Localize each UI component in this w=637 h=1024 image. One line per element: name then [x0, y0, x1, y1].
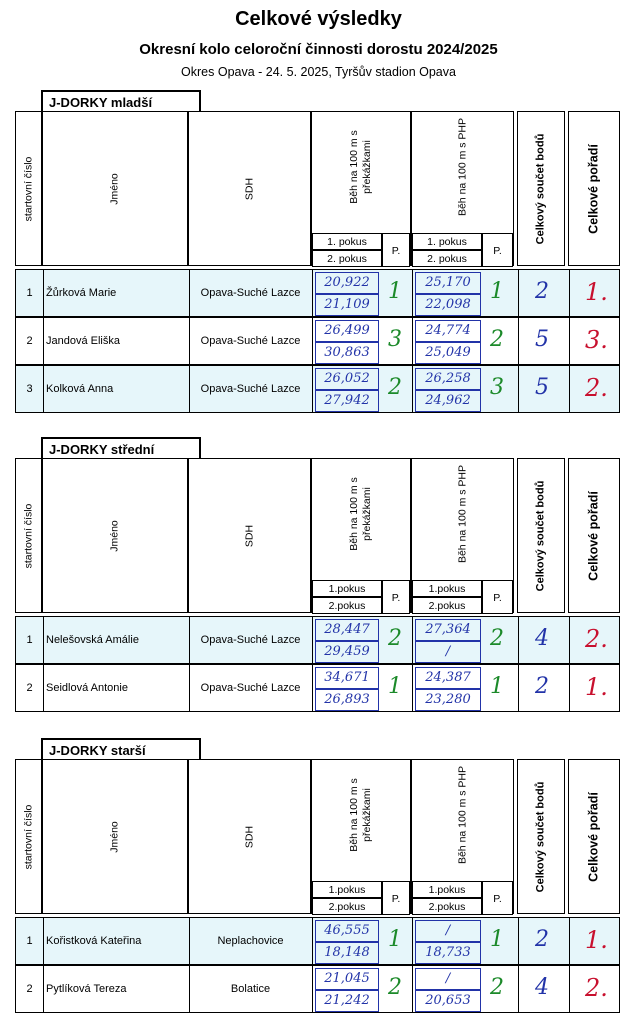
- row-divider: [518, 617, 519, 663]
- row-divider: [43, 617, 44, 663]
- run-obstacles-attempt2: 29,459: [315, 641, 379, 663]
- header-sdh: [188, 111, 311, 266]
- header-start-number-text: startovní číslo: [22, 804, 34, 869]
- total-points: 4: [535, 626, 549, 651]
- category-label: J-DORKY mladší: [41, 90, 201, 111]
- points-label: P.: [482, 881, 513, 915]
- header-start-number: [15, 759, 42, 914]
- header-rank: [568, 458, 620, 613]
- attempt2-label: 2.pokus: [412, 898, 482, 915]
- competitor-name: Žůrková Marie: [46, 287, 117, 299]
- start-number: 2: [26, 983, 33, 995]
- header-total-text: Celkový součet bodů: [534, 781, 547, 892]
- run-obstacles-attempt2: 21,242: [315, 990, 379, 1012]
- run-php-points: 2: [490, 327, 504, 352]
- category-label: J-DORKY starší: [41, 738, 201, 759]
- run-obstacles-attempt2: 26,893: [315, 689, 379, 711]
- run-php-points: 1: [490, 674, 504, 699]
- run-obstacles-attempt1: 28,447: [315, 619, 379, 641]
- header-name-text: Jméno: [108, 172, 121, 205]
- total-points: 2: [535, 927, 549, 952]
- header-total: [517, 111, 565, 266]
- run-php-points: 2: [490, 626, 504, 651]
- row-divider: [43, 665, 44, 711]
- row-divider: [518, 918, 519, 964]
- run-php-attempt2: 25,049: [415, 342, 481, 364]
- competitor-name: Seidlová Antonie: [46, 682, 128, 694]
- row-divider: [43, 366, 44, 412]
- header-total: [517, 759, 565, 914]
- run-php-points: 1: [490, 927, 504, 952]
- header-total: [517, 458, 565, 613]
- table-row: [15, 317, 620, 365]
- run-obstacles-attempt1: 46,555: [315, 920, 379, 942]
- row-divider: [569, 617, 570, 663]
- category-label: J-DORKY střední: [41, 437, 201, 458]
- row-divider: [312, 617, 313, 663]
- run-obstacles-points: 2: [388, 626, 402, 651]
- sdh-name: Opava-Suché Lazce: [200, 682, 301, 694]
- start-number: 1: [26, 634, 33, 646]
- header-name: [42, 759, 188, 914]
- total-points: 5: [535, 375, 549, 400]
- header-rank: [568, 111, 620, 266]
- header-rank-text: Celkové pořadí: [586, 791, 601, 882]
- attempt1-label: 1. pokus: [412, 233, 482, 250]
- run-obstacles-attempt2: 27,942: [315, 390, 379, 412]
- sdh-name: Neplachovice: [217, 935, 284, 947]
- attempt1-label: 1.pokus: [412, 580, 482, 597]
- run-obstacles-points: 1: [388, 674, 402, 699]
- header-run-php: [411, 111, 514, 266]
- competitor-name: Jandová Eliška: [46, 335, 120, 347]
- row-divider: [412, 366, 413, 412]
- run-php-attempt2: /: [415, 641, 481, 663]
- row-divider: [569, 966, 570, 1012]
- row-divider: [43, 966, 44, 1012]
- row-divider: [412, 270, 413, 316]
- run-obstacles-points: 1: [388, 279, 402, 304]
- header-sdh: [188, 759, 311, 914]
- overall-rank: 3.: [585, 326, 608, 354]
- competitor-name: Nelešovská Amálie: [46, 634, 139, 646]
- overall-rank: 2.: [585, 625, 608, 653]
- header-run-obstacles-line2: překážkami: [361, 788, 373, 842]
- row-divider: [518, 665, 519, 711]
- header-name-text: Jméno: [108, 519, 121, 552]
- header-rank: [568, 759, 620, 914]
- header-name: [42, 111, 188, 266]
- header-run-obstacles-line1: Běh na 100 m s: [348, 130, 360, 204]
- points-label: P.: [382, 233, 410, 267]
- header-sdh: [188, 458, 311, 613]
- attempt2-label: 2.pokus: [312, 898, 382, 915]
- header-name-text: Jméno: [108, 820, 121, 853]
- header-run-php: [411, 759, 514, 914]
- results-section: [15, 738, 620, 1014]
- row-divider: [312, 665, 313, 711]
- attempt2-label: 2.pokus: [312, 597, 382, 614]
- run-php-attempt2: 18,733: [415, 942, 481, 964]
- row-divider: [569, 918, 570, 964]
- header-run-php-text: Běh na 100 m s PHP: [456, 465, 468, 564]
- results-section: [15, 437, 620, 713]
- run-obstacles-points: 1: [388, 927, 402, 952]
- header-run-obstacles-line1: Běh na 100 m s: [348, 778, 360, 852]
- row-divider: [412, 665, 413, 711]
- page-subtitle: Okresní kolo celoroční činnosti dorostu 2024/2025: [139, 41, 498, 58]
- row-divider: [569, 318, 570, 364]
- start-number: 1: [26, 287, 33, 299]
- header-start-number: [15, 111, 42, 266]
- header-run-obstacles: [311, 111, 411, 266]
- competitor-name: Pytlíková Tereza: [46, 983, 127, 995]
- header-sdh-text: SDH: [243, 524, 255, 547]
- points-label: P.: [482, 580, 513, 614]
- header-run-obstacles-line1: Běh na 100 m s: [348, 477, 360, 551]
- event-location: Okres Opava - 24. 5. 2025, Tyršův stadion Opava: [181, 65, 456, 79]
- header-rank-text: Celkové pořadí: [586, 143, 601, 234]
- row-divider: [312, 318, 313, 364]
- run-obstacles-points: 3: [388, 327, 402, 352]
- header-rank-text: Celkové pořadí: [586, 490, 601, 581]
- header-run-php-text: Běh na 100 m s PHP: [456, 766, 468, 865]
- run-obstacles-attempt1: 20,922: [315, 272, 379, 294]
- total-points: 4: [535, 975, 549, 1000]
- run-php-attempt1: /: [415, 920, 481, 942]
- overall-rank: 2.: [585, 374, 608, 402]
- row-divider: [569, 366, 570, 412]
- table-row: [15, 365, 620, 413]
- row-divider: [412, 918, 413, 964]
- row-divider: [518, 318, 519, 364]
- attempt1-label: 1. pokus: [312, 233, 382, 250]
- start-number: 3: [26, 383, 33, 395]
- row-divider: [43, 918, 44, 964]
- run-obstacles-attempt1: 26,052: [315, 368, 379, 390]
- run-php-attempt2: 20,653: [415, 990, 481, 1012]
- run-obstacles-attempt2: 30,863: [315, 342, 379, 364]
- run-php-attempt2: 24,962: [415, 390, 481, 412]
- row-divider: [518, 966, 519, 1012]
- table-row: [15, 269, 620, 317]
- overall-rank: 1.: [585, 278, 608, 306]
- row-divider: [412, 617, 413, 663]
- row-divider: [312, 918, 313, 964]
- run-php-attempt1: 24,774: [415, 320, 481, 342]
- competitor-name: Kořistková Kateřina: [46, 935, 142, 947]
- run-php-attempt1: /: [415, 968, 481, 990]
- total-points: 2: [535, 674, 549, 699]
- start-number: 2: [26, 682, 33, 694]
- run-obstacles-attempt1: 21,045: [315, 968, 379, 990]
- header-run-php: [411, 458, 514, 613]
- row-divider: [312, 366, 313, 412]
- total-points: 2: [535, 279, 549, 304]
- total-points: 5: [535, 327, 549, 352]
- run-obstacles-attempt2: 21,109: [315, 294, 379, 316]
- row-divider: [569, 270, 570, 316]
- table-row: [15, 965, 620, 1013]
- header-sdh-text: SDH: [243, 825, 255, 848]
- row-divider: [43, 318, 44, 364]
- run-php-attempt2: 22,098: [415, 294, 481, 316]
- row-divider: [412, 318, 413, 364]
- header-run-obstacles: [311, 759, 411, 914]
- attempt1-label: 1.pokus: [312, 881, 382, 898]
- competitor-name: Kolková Anna: [46, 383, 114, 395]
- header-sdh-text: SDH: [243, 177, 255, 200]
- results-section: [15, 90, 620, 414]
- header-run-obstacles: [311, 458, 411, 613]
- run-obstacles-attempt1: 26,499: [315, 320, 379, 342]
- row-divider: [412, 966, 413, 1012]
- header-run-obstacles-text: [348, 477, 374, 551]
- row-divider: [518, 270, 519, 316]
- table-row: [15, 917, 620, 965]
- run-obstacles-points: 2: [388, 375, 402, 400]
- start-number: 2: [26, 335, 33, 347]
- attempt2-label: 2. pokus: [312, 250, 382, 267]
- table-row: [15, 664, 620, 712]
- run-php-points: 3: [490, 375, 504, 400]
- points-label: P.: [382, 580, 410, 614]
- points-label: P.: [482, 233, 513, 267]
- points-label: P.: [382, 881, 410, 915]
- header-start-number-text: startovní číslo: [22, 156, 34, 221]
- attempt1-label: 1.pokus: [312, 580, 382, 597]
- header-name: [42, 458, 188, 613]
- row-divider: [312, 270, 313, 316]
- run-php-attempt1: 26,258: [415, 368, 481, 390]
- attempt1-label: 1.pokus: [412, 881, 482, 898]
- run-obstacles-attempt2: 18,148: [315, 942, 379, 964]
- header-total-text: Celkový součet bodů: [534, 480, 547, 591]
- page-title: Celkové výsledky: [235, 8, 402, 30]
- header-start-number-text: startovní číslo: [22, 503, 34, 568]
- overall-rank: 1.: [585, 673, 608, 701]
- run-obstacles-points: 2: [388, 975, 402, 1000]
- sdh-name: Bolatice: [230, 983, 271, 995]
- row-divider: [312, 966, 313, 1012]
- header-total-text: Celkový součet bodů: [534, 133, 547, 244]
- sdh-name: Opava-Suché Lazce: [200, 383, 301, 395]
- sdh-name: Opava-Suché Lazce: [200, 335, 301, 347]
- row-divider: [518, 366, 519, 412]
- sdh-name: Opava-Suché Lazce: [200, 287, 301, 299]
- start-number: 1: [26, 935, 33, 947]
- run-php-attempt2: 23,280: [415, 689, 481, 711]
- header-run-obstacles-text: [348, 778, 374, 852]
- run-obstacles-attempt1: 34,671: [315, 667, 379, 689]
- attempt2-label: 2.pokus: [412, 597, 482, 614]
- row-divider: [569, 665, 570, 711]
- run-php-attempt1: 27,364: [415, 619, 481, 641]
- run-php-points: 2: [490, 975, 504, 1000]
- header-start-number: [15, 458, 42, 613]
- header-run-obstacles-line2: překážkami: [361, 487, 373, 541]
- table-row: [15, 616, 620, 664]
- overall-rank: 1.: [585, 926, 608, 954]
- sdh-name: Opava-Suché Lazce: [200, 634, 301, 646]
- overall-rank: 2.: [585, 974, 608, 1002]
- header-run-obstacles-line2: překážkami: [361, 140, 373, 194]
- row-divider: [43, 270, 44, 316]
- attempt2-label: 2. pokus: [412, 250, 482, 267]
- header-run-obstacles-text: [348, 130, 374, 204]
- header-run-php-text: Běh na 100 m s PHP: [456, 118, 468, 217]
- run-php-points: 1: [490, 279, 504, 304]
- run-php-attempt1: 25,170: [415, 272, 481, 294]
- run-php-attempt1: 24,387: [415, 667, 481, 689]
